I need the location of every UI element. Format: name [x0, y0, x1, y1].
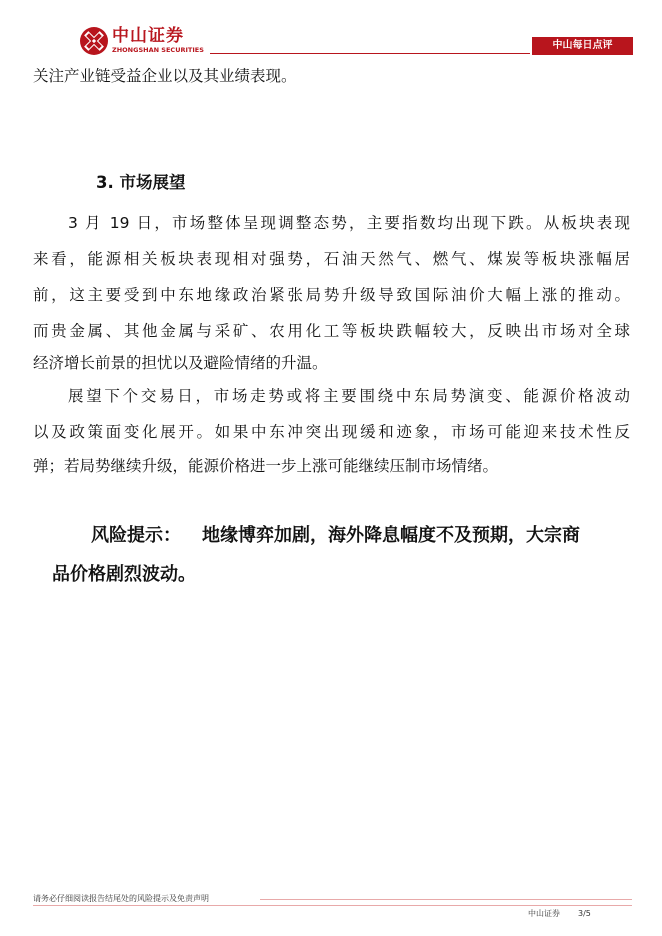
- paragraph-line: 经济增长前景的担忧以及避险情绪的升温。: [33, 354, 328, 372]
- paragraph-line: 来看，能源相关板块表现相对强势，石油天然气、燃气、煤炭等板块涨幅居: [33, 250, 630, 268]
- paragraph-line: 而贵金属、其他金属与采矿、农用化工等板块跌幅较大，反映出市场对全球: [33, 322, 630, 340]
- header-divider: [210, 53, 530, 54]
- page-number: 3/5: [578, 909, 591, 918]
- paragraph-line: 展望下个交易日，市场走势或将主要围绕中东局势演变、能源价格波动: [68, 387, 630, 405]
- zhongshan-logo-icon: [79, 26, 109, 56]
- report-tag: 中山每日点评: [532, 37, 633, 55]
- risk-label: 风险提示：: [91, 525, 181, 546]
- footer-divider: [260, 899, 632, 900]
- company-name-en: ZHONGSHAN SECURITIES: [112, 46, 204, 54]
- paragraph-line: 前，这主要受到中东地缘政治紧张局势升级导致国际油价大幅上涨的推动。: [33, 286, 630, 304]
- footer-company: 中山证券: [528, 909, 560, 918]
- risk-text-line: 地缘博弈加剧，海外降息幅度不及预期，大宗商: [202, 525, 580, 546]
- paragraph-line: 以及政策面变化展开。如果中东冲突出现缓和迹象，市场可能迎来技术性反: [33, 423, 630, 441]
- company-name-cn: 中山证券: [112, 26, 184, 46]
- footer-divider: [33, 905, 632, 906]
- section-title: 3. 市场展望: [96, 173, 186, 192]
- footer-disclaimer: 请务必仔细阅读报告结尾处的风险提示及免责声明: [33, 894, 209, 903]
- intro-line: 关注产业链受益企业以及其业绩表现。: [33, 67, 297, 85]
- risk-text-line: 品价格剧烈波动。: [52, 564, 196, 585]
- paragraph-line: 弹；若局势继续升级，能源价格进一步上涨可能继续压制市场情绪。: [33, 457, 499, 475]
- paragraph-line: 3 月 19 日，市场整体呈现调整态势，主要指数均出现下跌。从板块表现: [68, 214, 630, 232]
- page-header: [0, 0, 662, 64]
